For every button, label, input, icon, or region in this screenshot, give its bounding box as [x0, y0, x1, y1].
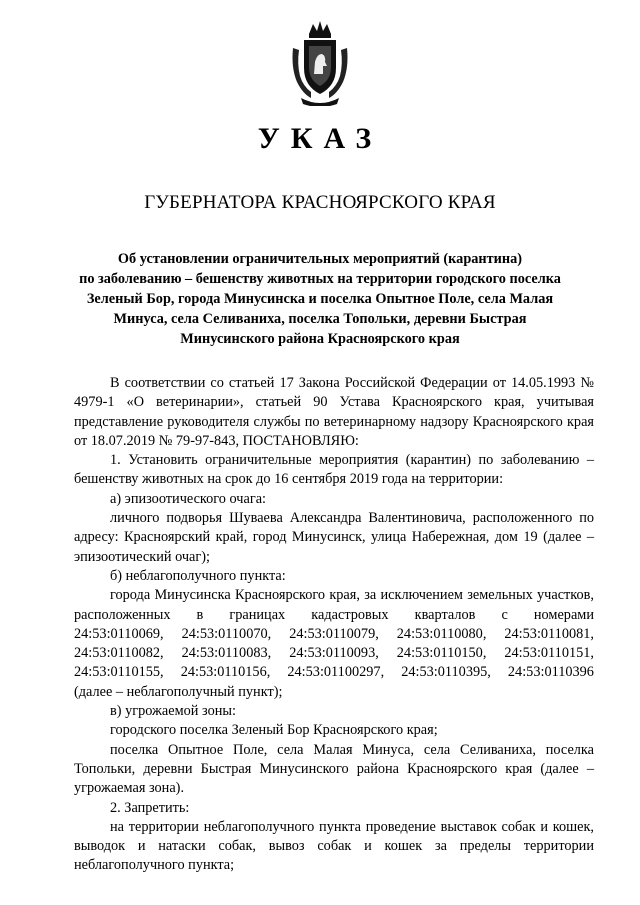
cadastral-number: 24:53:0110069, [74, 625, 164, 642]
heading-line: Минусинского района Красноярского края [180, 331, 460, 347]
cadastral-row [74, 625, 594, 644]
item-1v-text-1: городского поселка Зеленый Бор Красноярского края; [110, 722, 438, 739]
cadastral-number: 24:53:0110082, [74, 645, 164, 662]
cadastral-number: 24:53:0110395, [401, 664, 491, 681]
cadastral-numbers-list [74, 625, 594, 683]
heading-line: Зеленый Бор, города Минусинска и поселка Опытное Поле, села Малая [86, 291, 554, 307]
document-title: УКАЗ [257, 122, 383, 155]
cadastral-number: 24:53:0110080, [396, 625, 487, 642]
item-1v-heading: в) угрожаемой зоны: [110, 703, 236, 720]
item-1a-heading: а) эпизоотического очага: [110, 490, 267, 507]
cadastral-number: 24:53:0110156, [180, 664, 271, 681]
coat-of-arms-emblem [289, 18, 351, 106]
heading-line: Об установлении ограничительных мероприятий (карантина) [117, 251, 523, 267]
cadastral-number: 24:53:0110093, [289, 645, 379, 662]
cadastral-number: 24:53:0110155, [74, 664, 164, 681]
document-subtitle: ГУБЕРНАТОРА КРАСНОЯРСКОГО КРАЯ [144, 192, 496, 213]
cadastral-number: 24:53:0110396 [507, 664, 594, 681]
item-1b-end: (далее – неблагополучный пункт); [74, 683, 283, 700]
heading-line: по заболеванию – бешенству животных на территории городского поселка [79, 271, 561, 287]
document-body [74, 374, 594, 876]
cadastral-row [74, 663, 594, 682]
item-2-text: на территории неблагополучного пункта проведение выставок собак и кошек, выводок и натаски собак, вывоз собак и кошек за пределы территории неблагополучного пункта; [74, 818, 594, 874]
cadastral-number: 24:53:0110151, [504, 645, 594, 662]
heading-line: Минуса, села Селиваниха, поселка Топольки, деревни Быстрая [113, 311, 527, 327]
cadastral-number: 24:53:0110083, [181, 645, 272, 662]
cadastral-number: 24:53:0110079, [289, 625, 379, 642]
cadastral-number: 24:53:0110070, [181, 625, 272, 642]
item-1a-text: личного подворья Шуваева Александра Валентиновича, расположенного по адресу: Красноярский край, город Минусинск, улица Набережная, дом 19 (далее – эпизоотический очаг); [74, 510, 594, 565]
item-1b-text: города Минусинска Красноярского края, за исключением земельных участков, расположенных в границах кадастровых кварталов с номерами [74, 587, 594, 623]
item-2-heading: 2. Запретить: [110, 799, 190, 816]
cadastral-number: 24:53:01100297, [287, 664, 385, 681]
preamble-paragraph: В соответствии со статьей 17 Закона Российской Федерации от 14.05.1993 № 4979-1 «О ветеринарии», статьей 90 Устава Красноярского края, учитывая представление руководителя службы по ветеринарному надзору Красноярского края от 18.07.2019 № 79-97-843, ПОСТАНОВЛЯЮ: [74, 375, 594, 449]
item-1v-text-2: поселка Опытное Поле, села Малая Минуса, села Селиваниха, поселка Топольки, деревни Быстрая Минусинского района Красноярского края (далее – угрожаемая зона). [74, 741, 594, 797]
item-1b-heading: б) неблагополучного пункта: [110, 567, 286, 584]
cadastral-number: 24:53:0110081, [504, 625, 594, 642]
cadastral-number: 24:53:0110150, [396, 645, 487, 662]
cadastral-row [74, 644, 594, 663]
item-1-paragraph: 1. Установить ограничительные мероприятия (карантин) по заболеванию – бешенству животных на срок до 16 сентября 2019 года на территории: [74, 452, 594, 488]
document-heading [70, 249, 570, 349]
